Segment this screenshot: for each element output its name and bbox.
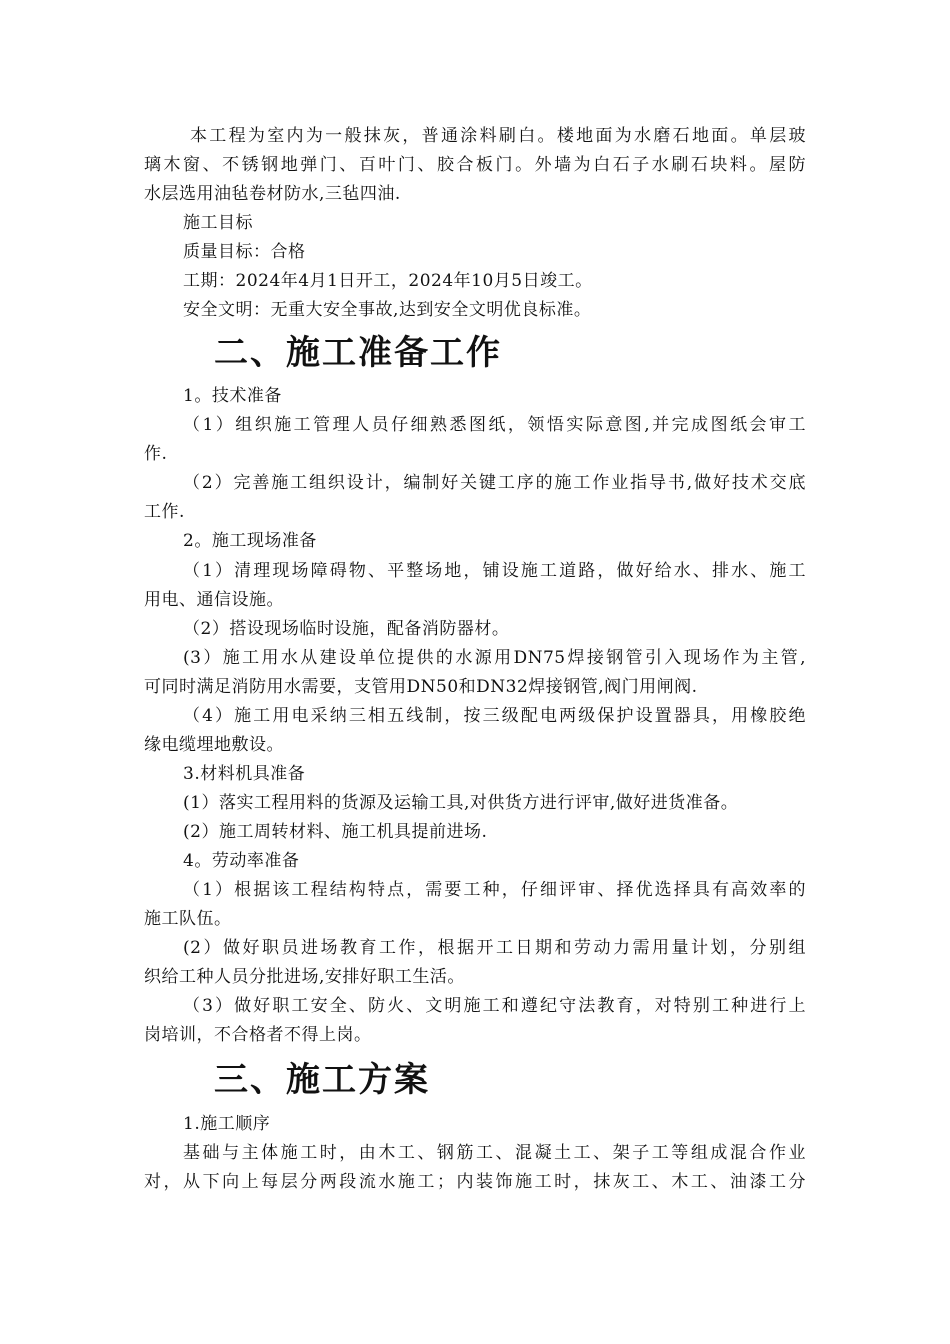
labor-item-2-line-2: 织给工种人员分批进场,安排好职工生活。 [144,967,465,987]
goals-title: 施工目标 [183,213,253,233]
labor-item-1-line-2: 施工队伍。 [144,909,232,929]
tech-item-2-line-2: 工作. [144,502,185,522]
site-item-1-line-1: （1）清理现场障碍物、平整场地，铺设施工道路，做好给水、排水、施工 [183,561,806,581]
tech-item-2-line-1: （2）完善施工组织设计，编制好关键工序的施工作业指导书,做好技术交底 [183,473,806,493]
labor-item-1-line-1: （1）根据该工程结构特点，需要工种，仔细评审、择优选择具有高效率的 [183,880,806,900]
labor-item-3-line-2: 岗培训，不合格者不得上岗。 [144,1025,372,1045]
section-2-heading: 二、施工准备工作 [214,333,502,373]
construction-order-title: 1.施工顺序 [183,1114,271,1134]
schedule-goal: 工期：2024年4月1日开工，2024年10月5日竣工。 [183,271,593,291]
site-item-3-line-1: (3）施工用水从建设单位提供的水源用DN75焊接钢管引入现场作为主管, [183,648,806,668]
materials-prep-title: 3.材料机具准备 [183,764,306,784]
site-item-4-line-2: 缘电缆埋地敷设。 [144,735,284,755]
construction-order-line-2: 对，从下向上每层分两段流水施工；内装饰施工时，抹灰工、木工、油漆工分 [144,1172,806,1192]
site-item-1-line-2: 用电、通信设施。 [144,590,284,610]
site-item-2: （2）搭设现场临时设施，配备消防器材。 [183,619,510,639]
section-3-heading: 三、施工方案 [214,1060,430,1100]
labor-item-2-line-1: (2）做好职员进场教育工作，根据开工日期和劳动力需用量计划，分别组 [183,938,806,958]
tech-item-1-line-2: 作. [144,444,168,464]
intro-line-1: 本工程为室内为一般抹灰，普通涂料刷白。楼地面为水磨石地面。单层玻 [190,126,806,146]
site-item-3-line-2: 可同时满足消防用水需要，支管用DN50和DN32焊接钢管,阀门用闸阀. [144,677,698,697]
labor-item-3-line-1: （3）做好职工安全、防火、文明施工和遵纪守法教育，对特别工种进行上 [183,996,806,1016]
intro-line-3: 水层选用油毡卷材防水,三毡四油. [144,184,401,204]
safety-goal: 安全文明：无重大安全事故,达到安全文明优良标准。 [183,300,592,320]
labor-prep-title: 4。劳动率准备 [183,851,300,871]
site-item-4-line-1: （4）施工用电采纳三相五线制，按三级配电两级保护设置器具，用橡胶绝 [183,706,806,726]
quality-goal: 质量目标：合格 [183,242,306,262]
materials-item-1: (1）落实工程用料的货源及运输工具,对供货方进行评审,做好进货准备。 [183,793,739,813]
tech-prep-title: 1。技术准备 [183,386,282,406]
site-prep-title: 2。施工现场准备 [183,531,317,551]
materials-item-2: (2）施工周转材料、施工机具提前进场. [183,822,488,842]
intro-line-2: 璃木窗、不锈钢地弹门、百叶门、胶合板门。外墙为白石子水刷石块料。屋防 [144,155,806,175]
tech-item-1-line-1: （1）组织施工管理人员仔细熟悉图纸，领悟实际意图,并完成图纸会审工 [183,415,806,435]
construction-order-line-1: 基础与主体施工时，由木工、钢筋工、混凝土工、架子工等组成混合作业 [183,1143,806,1163]
